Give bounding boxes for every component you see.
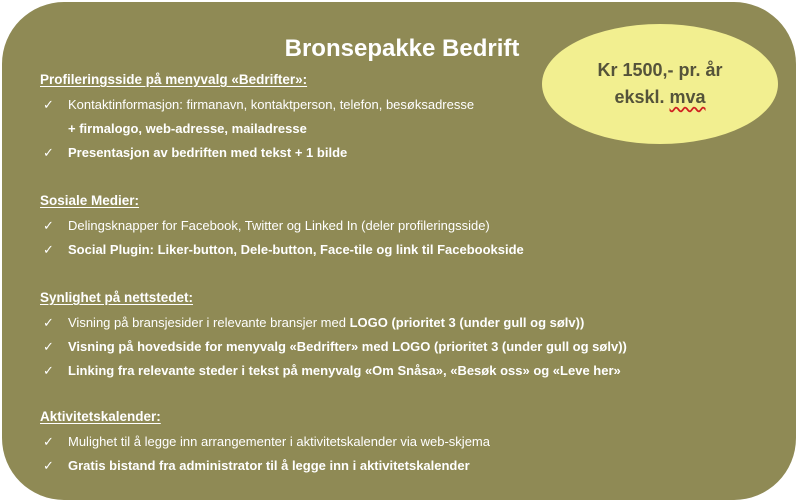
section-heading: Sosiale Medier: [40, 193, 140, 208]
checkmark-icon: ✓ [43, 434, 54, 449]
list-item: ✓ Kontaktinformasjon: firmanavn, kontaktperson, telefon, besøksadresse [40, 93, 474, 117]
list-item: ✓ Linking fra relevante steder i tekst på menyvalg «Om Snåsa», «Besøk oss» og «Leve her» [40, 359, 627, 383]
price-amount: Kr 1500,- pr. år [597, 60, 723, 80]
section-profile [40, 71, 474, 165]
package-card [2, 2, 796, 500]
section-heading: Profileringsside på menyvalg «Bedrifter»: [40, 72, 308, 87]
price-vat-note: ekskl. mva [614, 87, 706, 107]
checkmark-icon: ✓ [43, 97, 54, 112]
price-badge [542, 24, 778, 144]
list-item-continuation: + firmalogo, web-adresse, mailadresse [68, 121, 307, 136]
section-calendar [40, 408, 490, 478]
list-item: ✓ Visning på bransjesider i relevante bransjer med LOGO (prioritet 3 (under gull og sølv)) [40, 311, 627, 335]
vat-word: mva [669, 87, 706, 107]
checkmark-icon: ✓ [43, 242, 54, 257]
list-item: ✓ Presentasjon av bedriften med tekst + 1 bilde [40, 141, 474, 165]
checkmark-icon: ✓ [43, 145, 54, 160]
checkmark-icon: ✓ [43, 458, 54, 473]
list-item: ✓ Delingsknapper for Facebook, Twitter og Linked In (deler profileringsside) [40, 214, 524, 238]
section-heading: Aktivitetskalender: [40, 409, 161, 424]
checkmark-icon: ✓ [43, 363, 54, 378]
section-social [40, 192, 524, 262]
list-item: ✓ Gratis bistand fra administrator til å legge inn i aktivitetskalender [40, 454, 490, 478]
checkmark-icon: ✓ [43, 339, 54, 354]
section-heading: Synlighet på nettstedet: [40, 290, 194, 305]
checkmark-icon: ✓ [43, 218, 54, 233]
list-item: ✓ Visning på hovedside for menyvalg «Bedrifter» med LOGO (prioritet 3 (under gull og sølv)) [40, 335, 627, 359]
checkmark-icon: ✓ [43, 315, 54, 330]
list-item: ✓ Mulighet til å legge inn arrangementer i aktivitetskalender via web-skjema [40, 430, 490, 454]
package-title: Bronsepakke Bedrift [284, 35, 520, 62]
list-item: ✓ Social Plugin: Liker-button, Dele-button, Face-tile og link til Facebookside [40, 238, 524, 262]
section-visibility [40, 289, 627, 383]
